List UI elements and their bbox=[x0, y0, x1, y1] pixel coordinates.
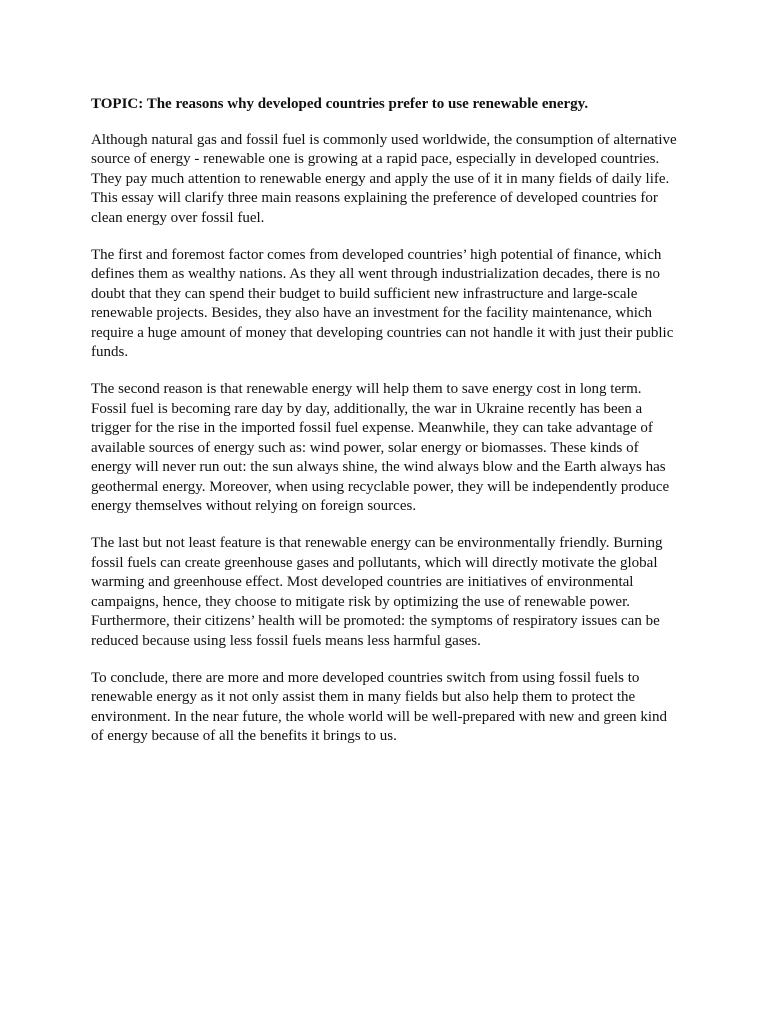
paragraph-third-reason: The last but not least feature is that renewable energy can be environmentally friendly. Burning fossil fuels can create greenhouse gases and pollutants, which will directly motivate the global warming and greenhouse effect. Most developed countries are initiatives of environmental campaigns, hence, they choose to mitigate risk by optimizing the use of renewable power. Furthermore, their citizens’ health will be promoted: the symptoms of respiratory issues can be reduced because using less fossil fuels means less harmful gases. bbox=[91, 535, 663, 649]
paragraph-first-reason: The first and foremost factor comes from developed countries’ high potential of finance, which defines them as wealthy nations. As they all went through industrialization decades, there is no doubt that they can spend their budget to build sufficient new infrastructure and large-scale renewable projects. Besides, they also have an investment for the facility maintenance, which require a huge amount of money that developing countries can not handle it with just their public funds. bbox=[91, 246, 674, 360]
paragraph-conclusion: To conclude, there are more and more developed countries switch from using fossil fuels to renewable energy as it not only assist them in many fields but also help them to protect the environment. In the near future, the whole world will be well-prepared with new and green kind of energy because of all the benefits it brings to us. bbox=[91, 669, 668, 744]
paragraph-introduction: Although natural gas and fossil fuel is commonly used worldwide, the consumption of alternative source of energy - renewable one is growing at a rapid pace, especially in developed countries. They pay much attention to renewable energy and apply the use of it in many fields of daily life. This essay will clarify three main reasons explaining the preference of developed countries for clean energy over fossil fuel. bbox=[91, 131, 677, 226]
essay-title: TOPIC: The reasons why developed countries prefer to use renewable energy. bbox=[91, 96, 589, 112]
paragraph-second-reason: The second reason is that renewable energy will help them to save energy cost in long term. Fossil fuel is becoming rare day by day, additionally, the war in Ukraine recently has been a trigger for the rise in the imported fossil fuel expense. Meanwhile, they can take advantage of available sources of energy such as: wind power, solar energy or biomasses. These kinds of energy will never run out: the sun always shine, the wind always blow and the Earth always has geothermal energy. Moreover, when using recyclable power, they will be independently produce energy themselves without relying on foreign sources. bbox=[91, 381, 670, 514]
